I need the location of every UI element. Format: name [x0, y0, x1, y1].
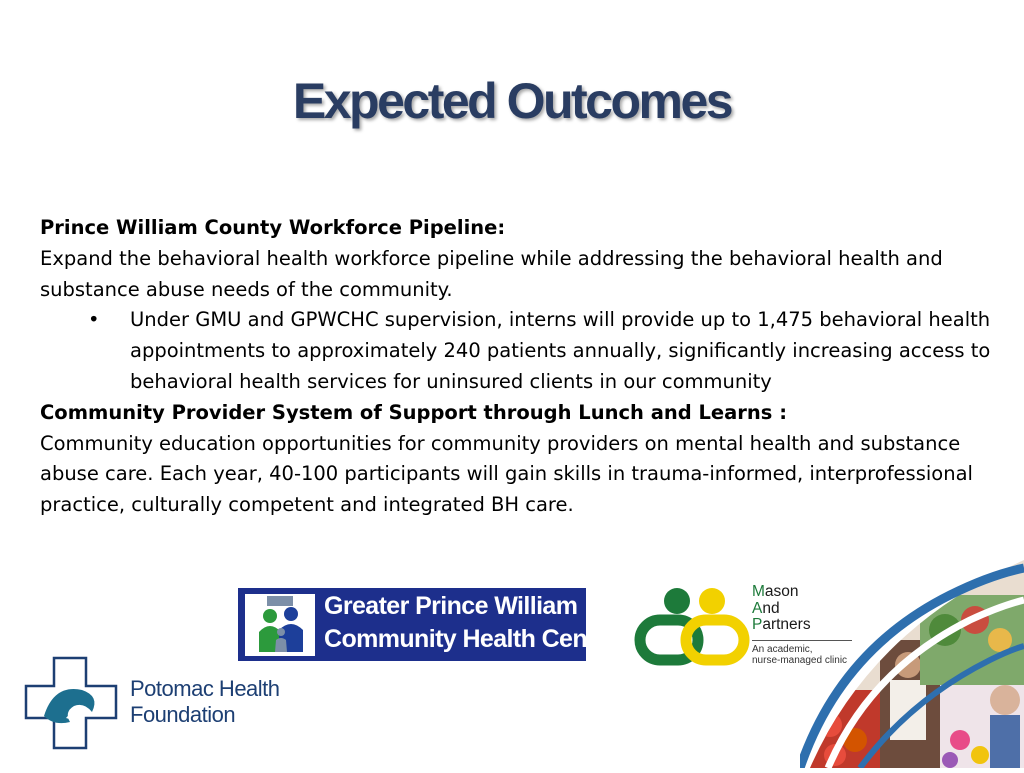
cross-wave-icon	[24, 656, 120, 751]
and-word: nd	[762, 599, 780, 617]
section-text-lunch-learns: Community education opportunities for community providers on mental health and substance abuse care. Each year, 40-100 participants will gain skills in trauma-informed, interprofessional practice, culturally competent and integrated BH care.	[40, 431, 973, 517]
bullet-dot: •	[88, 308, 100, 332]
partners-initial: P	[752, 616, 763, 633]
gpwchc-logo	[238, 588, 618, 661]
section-heading-lunch-learns: Community Provider System of Support through Lunch and Learns :	[40, 400, 787, 424]
mason-word: ason	[764, 583, 799, 600]
bullet-item	[40, 305, 1015, 397]
gpwchc-line2: Community Health Center	[324, 625, 618, 653]
gpwchc-line1: Greater Prince William	[324, 592, 578, 620]
section-text-workforce: Expand the behavioral health workforce pipeline while addressing the behavioral health and substance abuse needs of the community.	[40, 246, 943, 301]
mason-tagline-1: An academic,	[752, 643, 813, 655]
family-icon	[245, 594, 315, 656]
potomac-line1: Potomac Health	[130, 676, 280, 701]
slide-title: Expected Outcomes	[292, 73, 732, 129]
slide-body	[40, 213, 1015, 521]
and-initial: A	[752, 599, 763, 617]
linked-people-icon	[632, 576, 752, 672]
mason-tagline-2: nurse-managed clinic	[752, 654, 848, 666]
bullet-text: Under GMU and GPWCHC supervision, interns will provide up to 1,475 behavioral health appointments to approximately 240 patients annually, significantly increasing access to behavioral health services for uninsured clients in our community	[130, 308, 991, 393]
potomac-health-foundation-logo	[24, 656, 304, 751]
partners-word: artners	[762, 616, 811, 633]
mason-initial: M	[752, 583, 765, 600]
section-heading-workforce: Prince William County Workforce Pipeline:	[40, 216, 506, 239]
potomac-line2: Foundation	[130, 702, 236, 727]
photo-collage	[800, 540, 1024, 768]
